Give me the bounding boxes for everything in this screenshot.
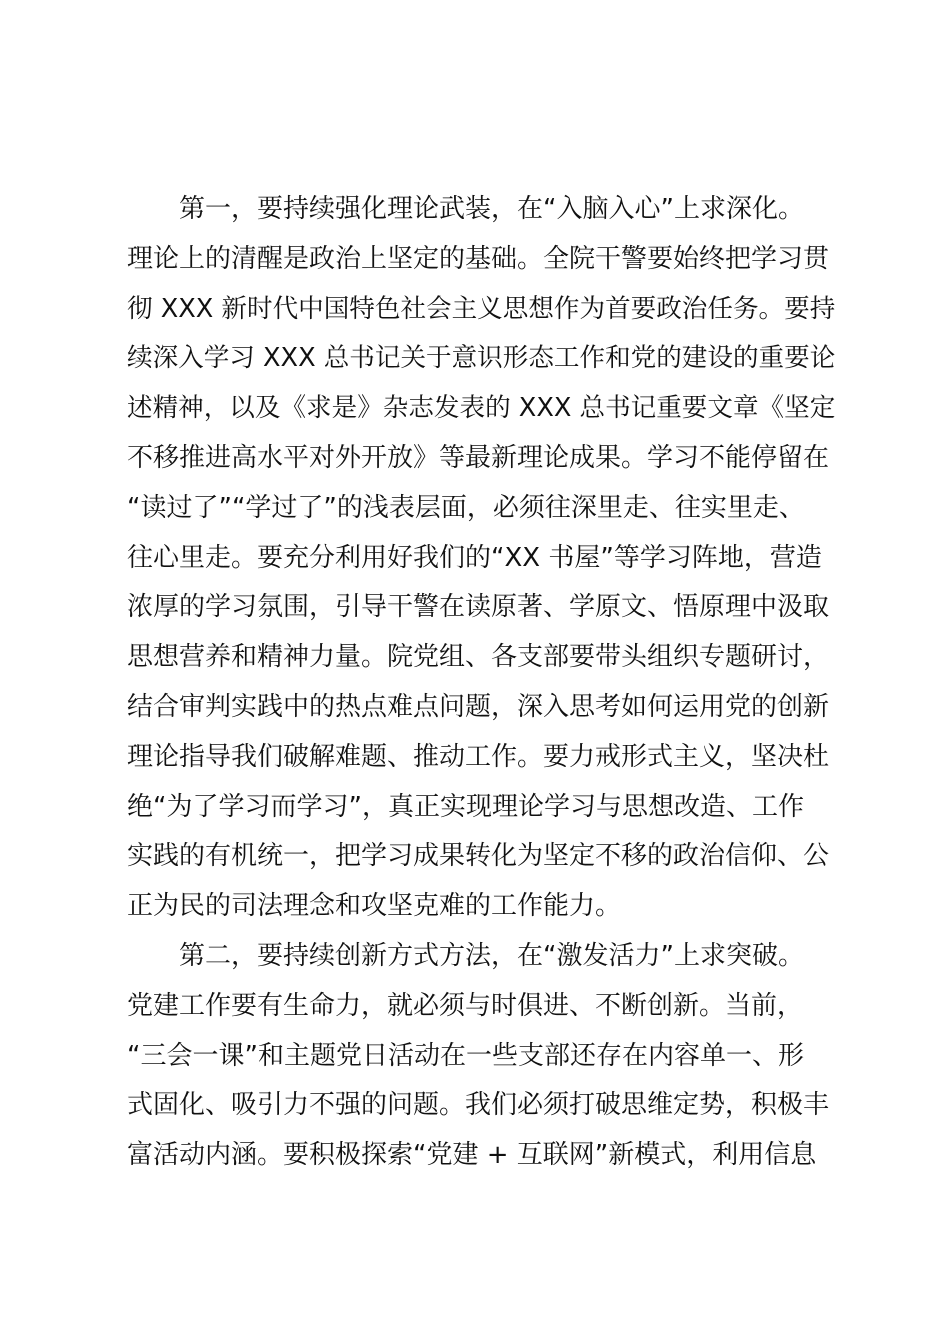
text-line: 续深入学习 XXX 总书记关于意识形态工作和党的建设的重要论 bbox=[127, 343, 836, 374]
text-line: “三会一课”和主题党日活动在一些支部还存在内容单一、形 bbox=[127, 1040, 804, 1071]
paragraph-1-heading-line: 第一，要持续强化理论武装，在“入脑入心”上求深化。 bbox=[179, 194, 804, 224]
text-line: 正为民的司法理念和攻坚克难的工作能力。 bbox=[127, 891, 622, 922]
text-line: 理论指导我们破解难题、推动工作。要力戒形式主义，坚决杜 bbox=[127, 741, 830, 772]
text-line: “读过了”“学过了”的浅表层面，必须往深里走、往实里走、 bbox=[127, 492, 805, 523]
text-line: 绝“为了学习而学习”，真正实现理论学习与思想改造、工作 bbox=[127, 791, 804, 822]
text-line: 理论上的清醒是政治上坚定的基础。全院干警要始终把学习贯 bbox=[127, 243, 830, 274]
text-line: 结合审判实践中的热点难点问题，深入思考如何运用党的创新 bbox=[127, 691, 830, 722]
text-line: 不移推进高水平对外开放》等最新理论成果。学习不能停留在 bbox=[127, 442, 830, 473]
text-line: 往心里走。要充分利用好我们的“XX 书屋”等学习阵地，营造 bbox=[127, 542, 822, 573]
paragraph-2-heading-line: 第二，要持续创新方式方法，在“激发活力”上求突破。 bbox=[179, 940, 804, 971]
text-line: 富活动内涵。要积极探索“党建 + 互联网”新模式，利用信息 bbox=[127, 1140, 817, 1171]
document-body bbox=[127, 185, 839, 1181]
text-line: 述精神，以及《求是》杂志发表的 XXX 总书记重要文章《坚定 bbox=[127, 393, 836, 424]
text-line: 思想营养和精神力量。院党组、各支部要带头组织专题研讨， bbox=[127, 642, 830, 673]
text-line: 彻 XXX 新时代中国特色社会主义思想作为首要政治任务。要持 bbox=[127, 293, 836, 324]
text-line: 实践的有机统一，把学习成果转化为坚定不移的政治信仰、公 bbox=[127, 841, 830, 872]
text-line: 党建工作要有生命力，就必须与时俱进、不断创新。当前， bbox=[127, 990, 804, 1021]
text-line: 式固化、吸引力不强的问题。我们必须打破思维定势，积极丰 bbox=[127, 1090, 830, 1121]
text-line: 浓厚的学习氛围，引导干警在读原著、学原文、悟原理中汲取 bbox=[127, 592, 830, 623]
